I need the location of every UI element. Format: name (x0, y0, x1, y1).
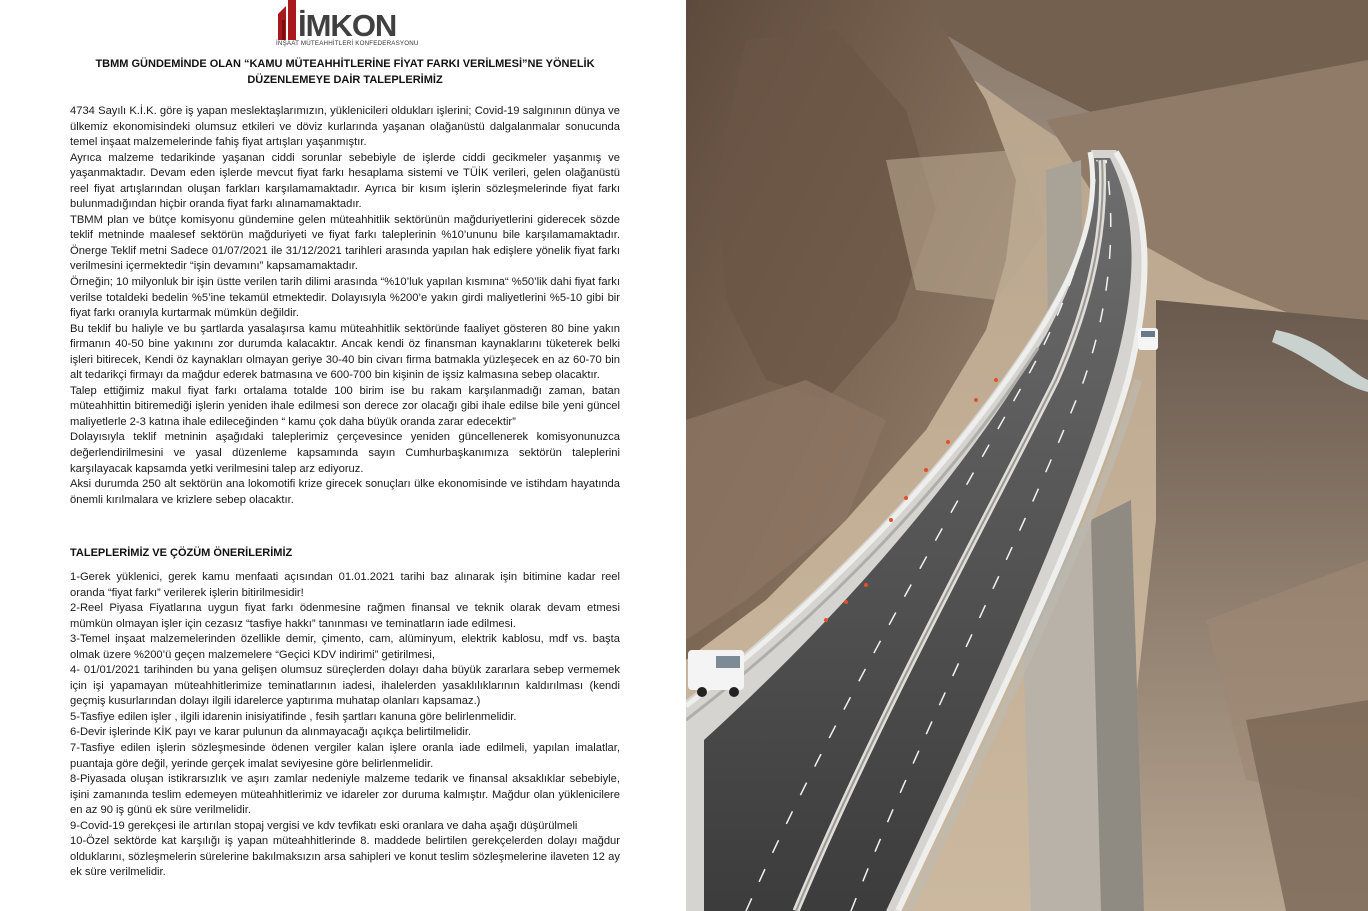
body-paragraphs (70, 104, 620, 508)
demand-item: 7-Tasfiye edilen işlerin sözleşmesinde ödenen vergiler kalan işlere oranla iade edilmeli, yapılan imalatlar, puantaja göre değil, yerinde gerçek imalat seviyesine göre belirlenmelidir. (70, 742, 620, 770)
demand-item: 3-Temel inşaat malzemelerinden özellikle demir, çimento, cam, alüminyum, elektrik kablosu, mdf vs. başta olmak üzere %200’ü geçen malzemelere “Geçici KDV indirimi” getirilmesi, (70, 633, 620, 661)
section-title: TALEPLERİMİZ VE ÇÖZÜM ÖNERİLERİMİZ (70, 547, 293, 559)
paragraph: 4734 Sayılı K.İ.K. göre iş yapan meslektaşlarımızın, yüklenicileri oldukları işlerini; Covid-19 salgınının dünya ve ülkemiz ekonomisindeki olumsuz etkileri ve döviz kurlarında yaşanan olağanüstü dalgalanmalar sonucunda temel inşaat malzemelerinde fahiş fiyat artışları yaşanmıştır. (70, 105, 620, 149)
imkon-logo (274, 0, 419, 48)
paragraph: TBMM plan ve bütçe komisyonu gündemine gelen müteahhitlik sektörünün mağduriyetlerini giderecek sözde teklif metninde maalesef sektörün mağduriyeti ve fiyat farkı taleplerinin %10’ununu bile karşılamamaktadır. Önerge Teklif metni Sadece 01/07/2021 ile 31/12/2021 tarihleri arasında yapılan hak edişlere yönelik fiyat farkı verilmesini içermektedir “işin devamını” kapsamamaktadır. (70, 213, 620, 273)
demand-item: 10-Özel sektörde kat karşılığı iş yapan müteahhitlerinde 8. maddede belirtilen gerekçelerden dolayı mağdur olduklarını, sözleşmelerin sürelerine bakılmaksızın arsa sahipleri ve konut teslim sözleşmelerine ilaveten 12 ay ek süre verilmelidir. (70, 835, 620, 879)
paragraph: Örneğin; 10 milyonluk bir işin üstte verilen tarih dilimi arasında “%10’luk yapılan kısmına“ %50’lik dahi fiyat farkı verilse totaldeki bedelin %5’ine tekamül etmektedir. Dolayısıyla %200’e yakın girdi maliyetlerini %5-10 gibi bir fiyat farkı oranıyla kurtarmak mümkün değildir. (70, 276, 620, 320)
demand-item: 4- 01/01/2021 tarihinden bu yana gelişen olumsuz süreçlerden dolayı daha büyük zararlara sebep vermemek için işi yapamayan müteahhitlerimize teminatlarının iadesi, ihalelerden yasaklılıklarının kaldırılması (kendi geçmiş kusurlarından dolayı ilgili idarelerce yaptırıma muhatap olanları kapsamaz.) (70, 664, 620, 708)
document-title (70, 57, 620, 88)
logo-name: İMKON (298, 8, 397, 43)
logo-subtitle: İNŞAAT MÜTEAHHİTLERİ KONFEDERASYONU (276, 40, 419, 47)
paragraph: Aksi durumda 250 alt sektörün ana lokomotifi krize girecek sonuçları ülke ekonomisinde ve istihdam hayatında önemli kırılmalara ve krizlere sebep olacaktır. (70, 478, 620, 506)
demand-item: 9-Covid-19 gerekçesi ile artırılan stopaj vergisi ve kdv tevfikatı eski oranlara ve daha aşağı düşürülmeli (70, 819, 578, 832)
demand-item: 5-Tasfiye edilen işler , ilgili idarenin inisiyatifinde , fesih şartları kanuna göre belirlenmelidir. (70, 710, 517, 723)
title-line-2: DÜZENLEMEYE DAİR TALEPLERİMİZ (247, 73, 443, 86)
demand-item: 2-Reel Piyasa Fiyatlarına uygun fiyat farkı ödenmesine rağmen finansal ve teknik olarak devam etmesi mümkün olmayan işler için cezasız “tasfiye hakkı” tanınması ve teminatların iade edilmesi. (70, 602, 620, 630)
demand-item: 8-Piyasada oluşan istikrarsızlık ve aşırı zamlar nedeniyle malzeme tedarik ve finansal aksaklıklar sebebiyle, işini zamanında teslim edemeyen müteahhitlerimiz ve idareler zor duruma kalmıştır. Mağdur olan yüklenicilere en az 90 iş günü ek süre verilmelidir. (70, 773, 620, 817)
demands-list (70, 570, 620, 881)
demand-item: 6-Devir işlerinde KİK payı ve karar pulunun da alınmayacağı açıkça belirtilmelidir. (70, 726, 472, 739)
paragraph: Dolayısıyla teklif metninin aşağıdaki taleplerimiz çerçevesince yeniden güncellenerek komisyonunuzca değerlendirilmesini ve yasal düzenleme kapsamında sayın Cumhurbaşkanımıza sektörün taleplerini karşılayacak kapsamda yetki verilmesini talep arz ediyoruz. (70, 431, 620, 475)
demand-item: 1-Gerek yüklenici, gerek kamu menfaati açısından 01.01.2021 tarihi baz alınarak işin bitimine kadar reel oranda “fiyat farkı” verilerek işlerin bitirilmesidir! (70, 571, 620, 599)
highway-viaduct-photo (686, 0, 1368, 911)
paragraph: Talep ettiğimiz makul fiyat farkı ortalama totalde 100 birim ise bu rakam karşılanmadığı zaman, batan müteahhittin bitiremediği işlerin yeniden ihale edilmesi son derece zor olacağı gibi ihale edilse bile yeni güncel maliyetlerle 2-3 katına ihale edileceğinden “ kamu çok daha büyük oranda zarar edecektir” (70, 384, 620, 428)
paragraph: Bu teklif bu haliyle ve bu şartlarda yasalaşırsa kamu müteahhitlik sektöründe faaliyet gösteren 80 bine yakın firmanın 40-50 bine yakınını zor durumda kalacaktır. Ancak kendi öz finansman kaynaklarını tüketerek belki işleri bitirecek, Kendi öz kaynakları olmayan geriye 30-40 bin civarı firma batmakla yüzleşecek en az 60-70 bin alt tedarikçi firmayı da mağdur ederek batmasına ve 600-700 bin kişinin de işsiz kalmasına sebep olacaktır. (70, 322, 620, 382)
paragraph: Ayrıca malzeme tedarikinde yaşanan ciddi sorunlar sebebiyle de işlerde ciddi gecikmeler yaşanmış ve yaşanmaktadır. Devam eden işlerde mevcut fiyat farkı hesaplama sistemi ve TÜİK verileri, gelen olağanüstü reel fiyat artışlarından oluşan farkları karşılamamaktadır. Ayrıca bir kısım işlerin sözleşmelerinde fiyat farkı bulunmadığından hiçbir oranda fiyat farkı alınamamaktadır. (70, 151, 620, 211)
logo-building-icon (276, 0, 300, 40)
title-line-1: TBMM GÜNDEMİNDE OLAN “KAMU MÜTEAHHİTLERİNE FİYAT FARKI VERİLMESİ”NE YÖNELİK (95, 58, 595, 70)
